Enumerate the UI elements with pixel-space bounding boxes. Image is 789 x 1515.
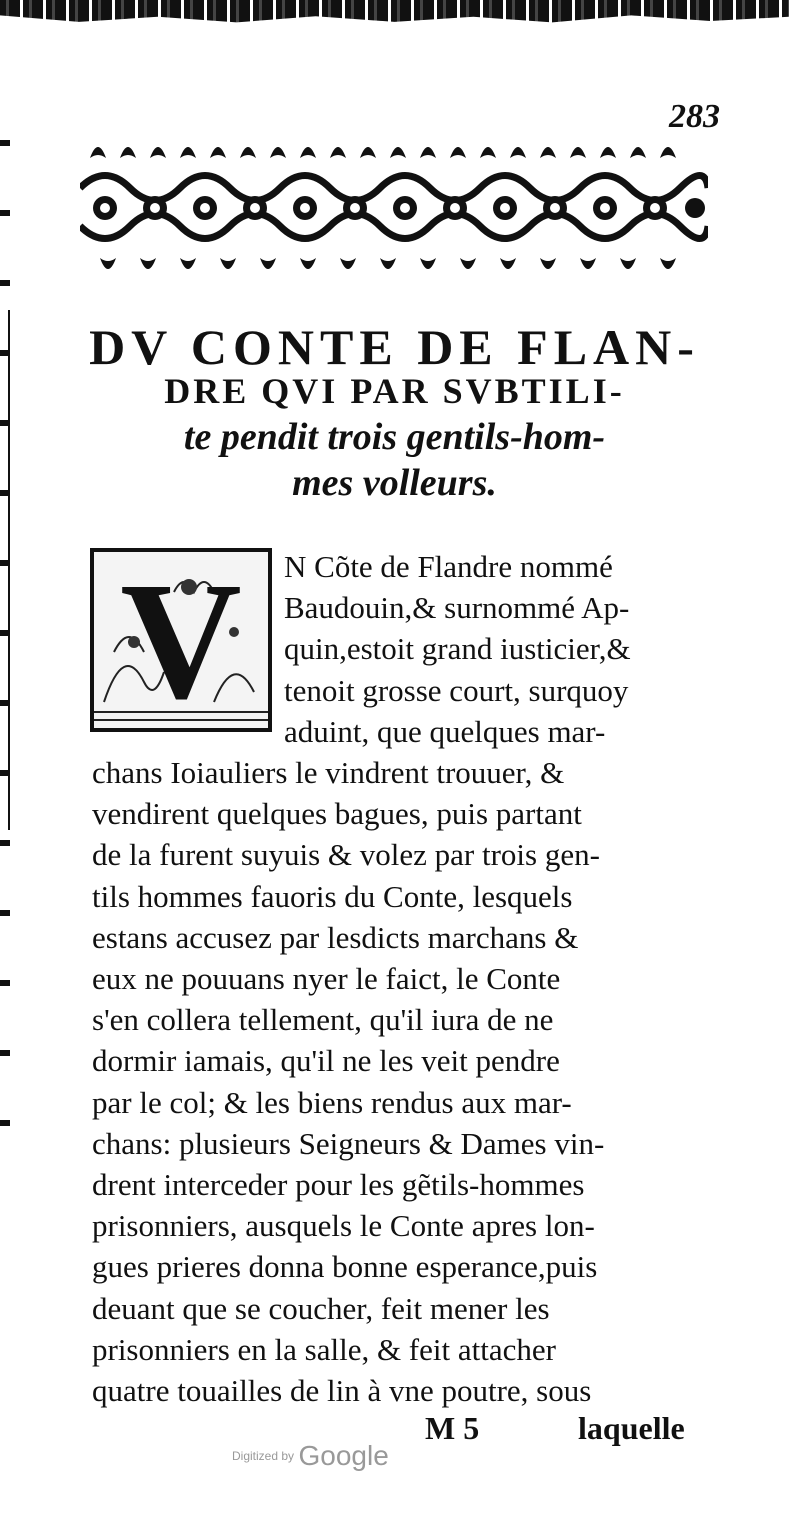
- chapter-title-line-4: mes volleurs.: [292, 462, 497, 504]
- body-line-16: drent interceder pour les gẽtils-hommes: [92, 1167, 585, 1202]
- chapter-title-line-2: DRE QVI PAR SVBTILI-: [164, 371, 625, 411]
- body-line-4: tenoit grosse court, surquoy: [284, 673, 629, 708]
- body-line-6: chans Ioiauliers le vindrent trouuer, &: [92, 755, 565, 790]
- body-line-8: de la furent suyuis & volez par trois gen-: [92, 837, 600, 872]
- body-line-13: dormir iamais, qu'il ne les veit pendre: [92, 1043, 560, 1078]
- body-line-12: s'en collera tellement, qu'il iura de ne: [92, 1002, 554, 1037]
- body-line-21: quatre touailles de lin à vne poutre, sous: [92, 1373, 592, 1408]
- body-line-2: Baudouin,& surnommé Ap-: [284, 590, 630, 625]
- body-line-7: vendirent quelques bagues, puis partant: [92, 796, 582, 831]
- ornament-fleuron-row-top: [90, 147, 676, 158]
- body-line-17: prisonniers, ausquels le Conte apres lon-: [92, 1208, 595, 1243]
- google-watermark: [232, 1440, 389, 1472]
- body-line-9: tils hommes fauoris du Conte, lesquels: [92, 879, 573, 914]
- body-line-20: prisonniers en la salle, & feit attacher: [92, 1332, 556, 1367]
- watermark-brand: Google: [298, 1440, 389, 1471]
- page-number: 283: [669, 98, 720, 135]
- body-line-10: estans accusez par lesdicts marchans &: [92, 920, 579, 955]
- body-line-14: par le col; & les biens rendus aux mar-: [92, 1085, 572, 1120]
- chapter-title-line-3: te pendit trois gentils-hom-: [183, 416, 606, 458]
- body-line-18: gues prieres donna bonne esperance,puis: [92, 1249, 598, 1284]
- chapter-title-line-1: DV CONTE DE FLAN-: [89, 319, 700, 375]
- body-line-15: chans: plusieurs Seigneurs & Dames vin-: [92, 1126, 605, 1161]
- body-line-3: quin,estoit grand iusticier,&: [284, 631, 631, 666]
- margin-binding-marks: [0, 140, 10, 1140]
- body-line-11: eux ne pouuans nyer le faict, le Conte: [92, 961, 561, 996]
- body-line-19: deuant que se coucher, feit mener les: [92, 1291, 550, 1326]
- scan-top-edge: [0, 0, 789, 28]
- woodcut-drop-cap: [90, 548, 272, 732]
- catchword: laquelle: [578, 1410, 685, 1446]
- signature-mark: M 5: [425, 1410, 480, 1446]
- body-line-1: N Cõte de Flandre nommé: [284, 549, 613, 584]
- drop-cap-letter: V: [120, 548, 242, 732]
- watermark-prefix: Digitized by: [232, 1449, 295, 1463]
- body-line-5: aduint, que quelques mar-: [284, 714, 606, 749]
- ornamental-headpiece: [80, 128, 708, 288]
